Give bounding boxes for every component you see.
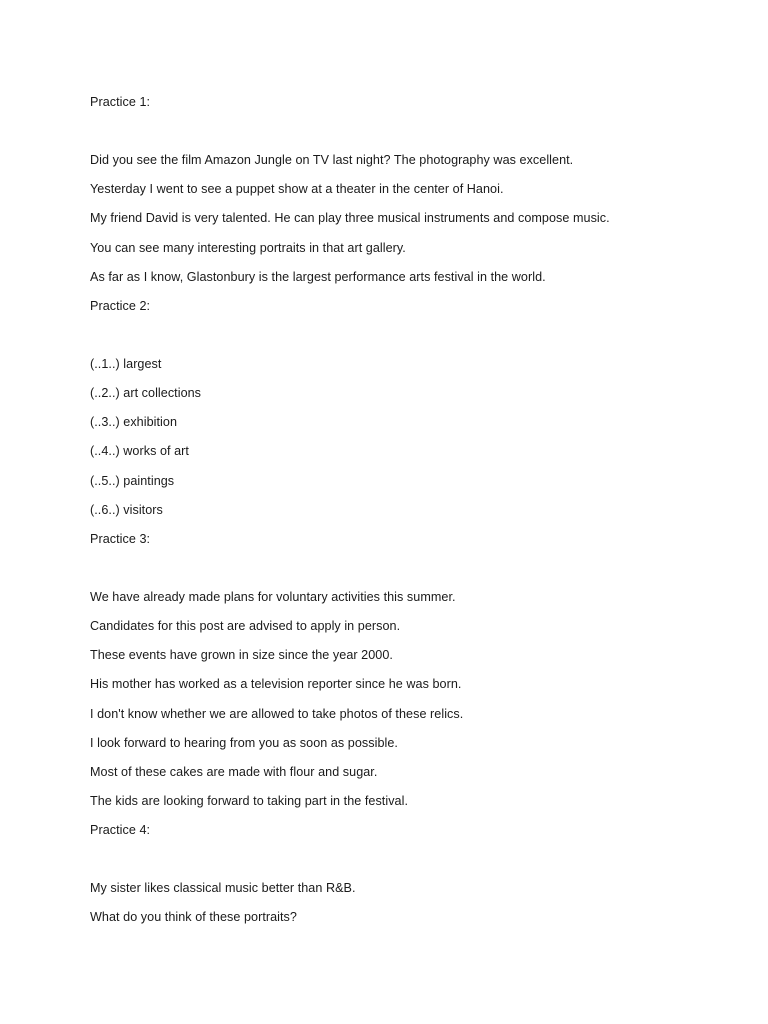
practice-3-line: His mother has worked as a television reporter since he was born.: [90, 677, 462, 691]
practice-4-line: My sister likes classical music better than R&B.: [90, 881, 356, 895]
practice-3-heading: Practice 3:: [90, 532, 151, 546]
practice-1-line: My friend David is very talented. He can play three musical instruments and compose music.: [90, 211, 610, 225]
practice-1-heading: Practice 1:: [90, 95, 151, 109]
practice-2-line: (..6..) visitors: [90, 503, 163, 517]
practice-2-line: (..5..) paintings: [90, 474, 175, 488]
practice-1-line: You can see many interesting portraits in that art gallery.: [90, 241, 406, 255]
practice-4-line: What do you think of these portraits?: [90, 910, 297, 924]
practice-2-line: (..2..) art collections: [90, 386, 202, 400]
practice-1-line: Yesterday I went to see a puppet show at a theater in the center of Hanoi.: [90, 182, 504, 196]
practice-2-line: (..3..) exhibition: [90, 415, 177, 429]
practice-3-line: Candidates for this post are advised to apply in person.: [90, 619, 401, 633]
practice-3-line: I look forward to hearing from you as soon as possible.: [90, 736, 398, 750]
practice-3-line: I don't know whether we are allowed to take photos of these relics.: [90, 707, 464, 721]
practice-2-heading: Practice 2:: [90, 299, 151, 313]
practice-4-heading: Practice 4:: [90, 823, 151, 837]
practice-3-line: These events have grown in size since the year 2000.: [90, 648, 393, 662]
practice-3-line: Most of these cakes are made with flour and sugar.: [90, 765, 378, 779]
practice-3-line: We have already made plans for voluntary activities this summer.: [90, 590, 456, 604]
practice-3-line: The kids are looking forward to taking part in the festival.: [90, 794, 409, 808]
practice-1-line: As far as I know, Glastonbury is the largest performance arts festival in the world.: [90, 270, 546, 284]
practice-2-line: (..4..) works of art: [90, 444, 189, 458]
practice-2-line: (..1..) largest: [90, 357, 162, 371]
practice-1-line: Did you see the film Amazon Jungle on TV last night? The photography was excellent.: [90, 153, 574, 167]
